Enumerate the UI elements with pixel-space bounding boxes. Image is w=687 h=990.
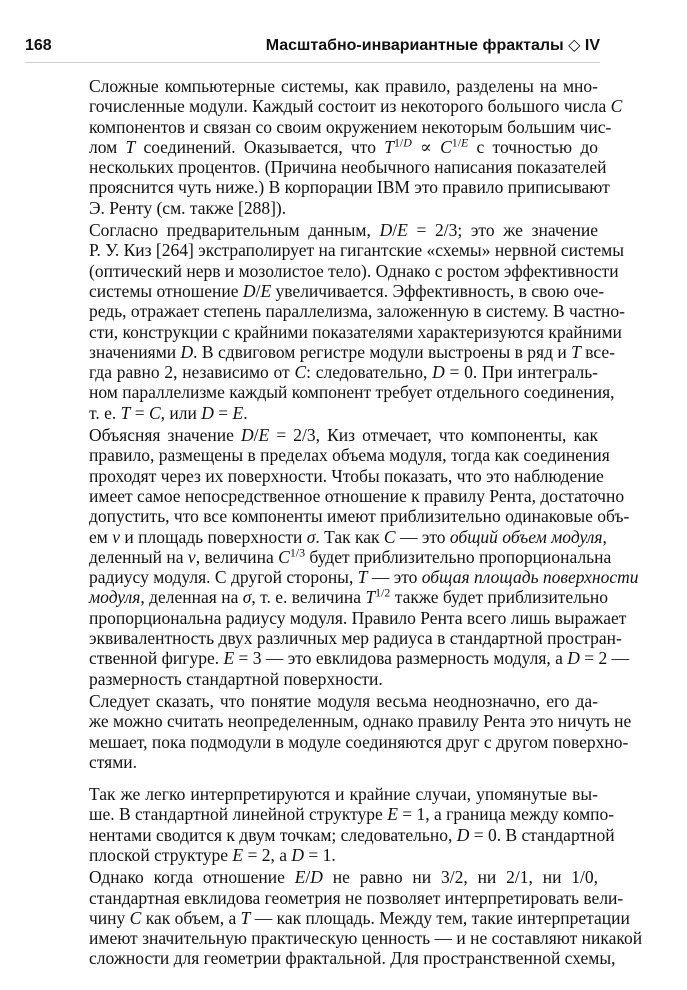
text-line: компонентов и связан со своим окружением некоторым большим чис- [89,116,612,137]
text-line: пропорциональна радиусу модуля. Правило Рента всего лишь выражает [89,607,627,628]
text-line: (оптический нерв и мозолистое тело). Однако с ростом эффективности [89,260,619,281]
paragraph [64,76,623,218]
text-line: же можно считать неопределенным, однако правилу Рента это ничуть не [89,711,632,732]
text-line: гочисленные модули. Каждый состоит из некоторого большого числа C [89,96,623,117]
page-number: 168 [25,37,52,54]
text-line: редь, отражает степень параллелизма, заложенную в систему. В частно- [89,301,625,322]
text-line: ше. В стандартной линейной структуре E = 1, а граница между компо- [89,804,615,825]
header-divider [25,62,600,63]
text-line: ном параллелизме каждый компонент требует отдельного соединения, [89,382,615,403]
paragraph [64,220,625,423]
paragraph [64,784,615,865]
text-line: Следует сказать, что понятие модуля весьма неоднозначно, его да- [89,690,598,711]
text-line: проходят через их поверхности. Чтобы показать, что это наблюдение [89,465,604,486]
text-line: размерность стандартной поверхности. [89,668,383,689]
text-line: лом T соединений. Оказывается, что $T^{1/D} \propto C^{1/E}$ с точностью до [89,135,598,157]
text-line: Так же легко интерпретируются и крайние случаи, упомянутые вы- [89,784,598,805]
text-line: системы отношение D/E увеличивается. Эффективность, в свою оче- [89,280,605,301]
text-line: правило, размещены в пределах объема модуля, тогда как соединения [89,445,610,466]
text-line: стями. [89,751,138,772]
text-line: имеют значительную практическую ценность — и не составляют никакой [89,928,643,949]
text-line: т. е. T = C, или D = E. [89,402,248,423]
text-line: имеет самое непосредственное отношение к правилу Рента, достаточно [89,485,625,506]
text-line: сти, конструкции с крайними показателями характеризуются крайними [89,321,622,342]
text-line: стандартная евклидова геометрия не позволяет интерпретировать вели- [89,887,624,908]
text-line: Э. Ренту (см. также [288]). [89,197,287,218]
paragraph [64,690,632,772]
text-line: Объясняя значение D/E = 2/3, Киз отмечает, что компоненты, как [89,425,598,446]
text-line: плоской структуре E = 2, а D = 1. [89,844,336,865]
text-line: эквивалентность двух различных мер радиуса в стандартной простран- [89,628,622,649]
text-line: мешает, пока подмодули в модуле соединяются друг с другом поверхно- [89,731,629,752]
text-line: гда равно 2, независимо от C: следовательно, D = 0. При интеграль- [89,362,598,383]
text-line: нескольких процентов. (Причина необычного написания показателей [89,157,607,178]
page-body [64,76,643,971]
text-line: ственной фигуре. E = 3 — это евклидова размерность модуля, а D = 2 — [89,648,630,669]
text-line: модуля, деленная на σ, т. е. величина $T^{1/2}$ также будет приблизительно [89,585,609,608]
text-line: ем v и площадь поверхности σ. Так как C — это общий объем модуля, [89,526,607,547]
text-line: значениями D. В сдвиговом регистре модули выстроены в ряд и T все- [89,341,615,362]
text-line: Сложные компьютерные системы, как правило, разделены на мно- [89,76,598,96]
text-line: деленный на v, величина $C^{1/3}$ будет приблизительно пропорциональна [89,545,612,567]
text-line: прояснится чуть ниже.) В корпорации IBM это правило приписывают [89,177,610,198]
paragraph [64,425,639,689]
running-title: Масштабно-инвариантные фракталы ◇ IV [265,37,600,54]
text-line: Однако когда отношение E/D не равно ни 3/2, ни 2/1, ни 1/0, [89,867,599,888]
text-line: Р. У. Киз [264] экстраполирует на гигантские «схемы» нервной системы [89,240,624,261]
text-line: сложности для геометрии фрактальной. Для пространственной схемы, [89,948,616,969]
page-header [25,33,600,59]
text-line: допустить, что все компоненты имеют приблизительно одинаковые объ- [89,506,630,527]
text-line: радиусу модуля. С другой стороны, T — это общая площадь поверхности [89,567,639,588]
text-line: чину C как объем, а T — как площадь. Между тем, такие интерпретации [89,907,630,928]
text-line: Согласно предварительным данным, D/E = 2/3; это же значение [89,220,599,241]
paragraph [64,867,643,969]
text-line: нентами сводится к двум точкам; следовательно, D = 0. В стандартной [89,824,615,845]
